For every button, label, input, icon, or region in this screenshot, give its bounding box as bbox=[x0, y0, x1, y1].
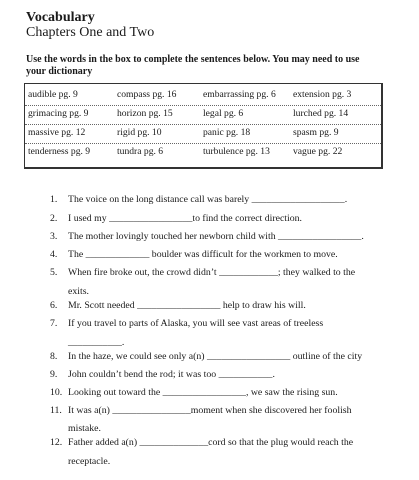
word-box-entry: compass pg. 16 bbox=[117, 89, 177, 100]
question-text: It was a(n) ________________moment when she discovered her foolish bbox=[68, 405, 352, 416]
question-number: 5. bbox=[50, 267, 58, 278]
word-box bbox=[24, 83, 383, 169]
question-text: If you travel to parts of Alaska, you will see vast areas of treeless bbox=[68, 318, 324, 329]
question-number: 12. bbox=[50, 437, 63, 448]
question-text: Father added a(n) ______________cord so that the plug would reach the bbox=[68, 437, 354, 448]
word-box-row bbox=[25, 143, 381, 162]
question-text-continued: receptacle. bbox=[68, 456, 111, 467]
word-box-entry: massive pg. 12 bbox=[28, 127, 86, 138]
question-number: 10. bbox=[50, 387, 63, 398]
word-box-entry: rigid pg. 10 bbox=[117, 127, 162, 138]
question-number: 2. bbox=[50, 213, 58, 224]
word-box-row bbox=[25, 124, 381, 144]
question-number: 7. bbox=[50, 318, 58, 329]
question-text-continued: exits. bbox=[68, 286, 89, 297]
word-box-entry: embarrassing pg. 6 bbox=[203, 89, 276, 100]
question-text: When fire broke out, the crowd didn’t ____________; they walked to the bbox=[68, 267, 356, 278]
word-box-entry: lurched pg. 14 bbox=[293, 108, 349, 119]
word-box-entry: grimacing pg. 9 bbox=[28, 108, 89, 119]
question-text: John couldn’t bend the rod; it was too ___________. bbox=[68, 369, 275, 380]
word-box-entry: horizon pg. 15 bbox=[117, 108, 173, 119]
word-box-row bbox=[25, 86, 381, 106]
question-text-continued: ___________. bbox=[68, 337, 125, 348]
question-number: 6. bbox=[50, 300, 58, 311]
question-number: 9. bbox=[50, 369, 58, 380]
question-text-continued: mistake. bbox=[68, 423, 101, 434]
word-box-entry: tundra pg. 6 bbox=[117, 146, 164, 157]
word-box-entry: extension pg. 3 bbox=[293, 89, 352, 100]
instructions-text: Use the words in the box to complete the sentences below. You may need to use your dictionary bbox=[26, 54, 360, 77]
question-number: 3. bbox=[50, 231, 58, 242]
worksheet-subtitle: Chapters One and Two bbox=[26, 25, 155, 40]
word-box-entry: turbulence pg. 13 bbox=[203, 146, 270, 157]
question-text: The mother lovingly touched her newborn child with _________________. bbox=[68, 231, 364, 242]
question-text: The _____________ boulder was difficult for the workmen to move. bbox=[68, 249, 338, 260]
question-number: 4. bbox=[50, 249, 58, 260]
word-box-entry: legal pg. 6 bbox=[203, 108, 244, 119]
word-box-row bbox=[25, 105, 381, 125]
word-box-entry: spasm pg. 9 bbox=[293, 127, 339, 138]
word-box-entry: panic pg. 18 bbox=[203, 127, 251, 138]
question-number: 8. bbox=[50, 351, 58, 362]
question-text: The voice on the long distance call was barely ___________________. bbox=[68, 194, 348, 205]
worksheet-title: Vocabulary bbox=[26, 10, 95, 25]
question-text: Looking out toward the _________________, we saw the rising sun. bbox=[68, 387, 338, 398]
word-box-entry: audible pg. 9 bbox=[28, 89, 78, 100]
question-text: In the haze, we could see only a(n) _________________ outline of the city bbox=[68, 351, 363, 362]
question-text: I used my _________________to find the correct direction. bbox=[68, 213, 302, 224]
word-box-entry: vague pg. 22 bbox=[293, 146, 343, 157]
question-text: Mr. Scott needed _________________ help to draw his will. bbox=[68, 300, 306, 311]
word-box-entry: tenderness pg. 9 bbox=[28, 146, 91, 157]
question-number: 1. bbox=[50, 194, 58, 205]
question-number: 11. bbox=[50, 405, 62, 416]
